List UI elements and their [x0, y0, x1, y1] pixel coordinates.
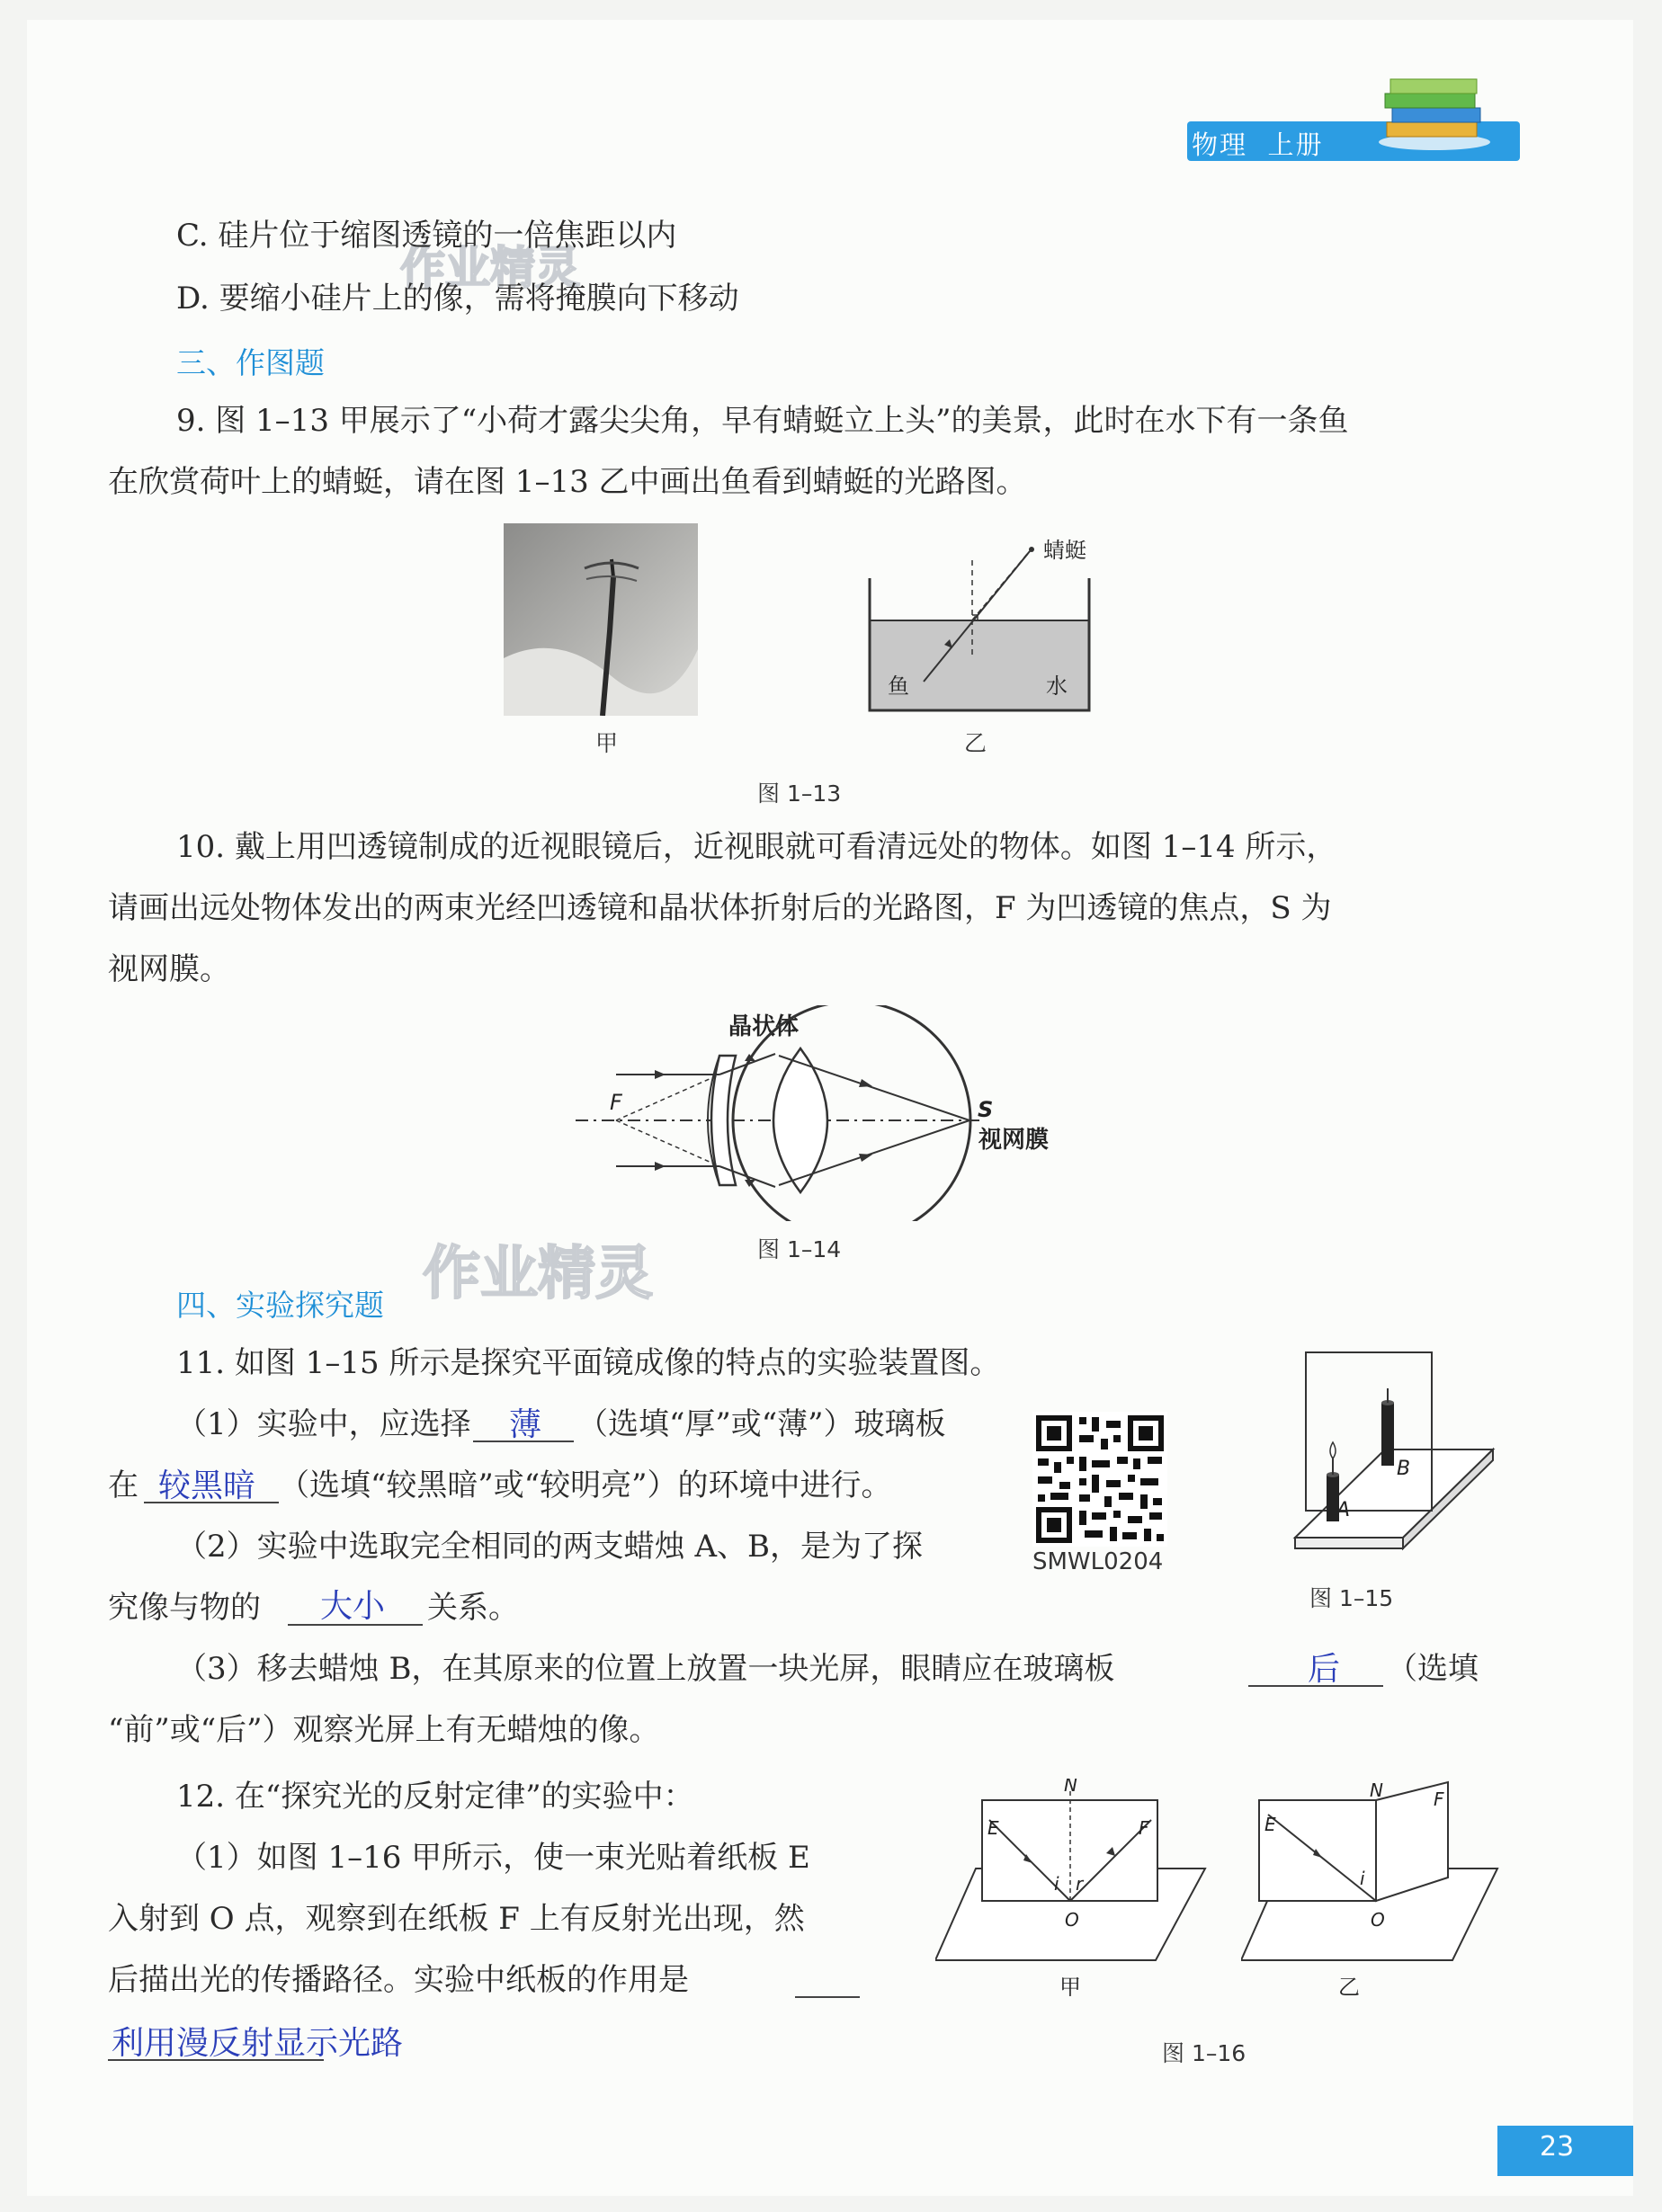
- fig16-E-label: E: [987, 1817, 999, 1839]
- question-10-line1: 10. 戴上用凹透镜制成的近视眼镜后，近视眼就可看清远处的物体。如图 1–14 所示，: [176, 829, 1337, 865]
- fig14-F-label: F: [610, 1090, 622, 1115]
- fig15-A-label: A: [1336, 1499, 1351, 1521]
- fig13-caption: 图 1–13: [757, 780, 842, 807]
- question-10-line3: 视网膜。: [108, 951, 230, 987]
- fig16b-N-label: N: [1370, 1779, 1383, 1801]
- fig16-reflection-jia: [935, 1779, 1214, 1996]
- question-9-line2: 在欣赏荷叶上的蜻蜓，请在图 1–13 乙中画出鱼看到蜻蜓的光路图。: [108, 464, 1027, 500]
- page-number: 23: [1540, 2131, 1575, 2163]
- fig14-lens-label: 晶状体: [728, 1013, 800, 1040]
- fig16b-E-label: E: [1264, 1814, 1276, 1835]
- question-9-line1: 9. 图 1–13 甲展示了“小荷才露尖尖角，早有蜻蜓立上头”的美景，此时在水下有一条鱼: [176, 403, 1349, 439]
- fig13-water-label: 水: [1046, 673, 1068, 699]
- fig15-caption: 图 1–15: [1309, 1585, 1394, 1611]
- answer-4: 后: [1308, 1651, 1341, 1688]
- question-10-line2: 请画出远处物体发出的两束光经凹透镜和晶状体折射后的光路图，F 为凹透镜的焦点，S 为: [108, 890, 1332, 926]
- header-title: 物理 上册: [1192, 129, 1324, 160]
- answer-5: 利用漫反射显示光路: [112, 2025, 404, 2062]
- answer-3: 大小: [320, 1588, 386, 1625]
- question-11-2b: 究像与物的: [108, 1590, 261, 1626]
- fig16-i-label: i: [1054, 1873, 1059, 1895]
- section-heading-3: 三、作图题: [176, 345, 325, 380]
- fig13-label-jia: 甲: [595, 730, 619, 756]
- fig16b-F-label: F: [1434, 1788, 1444, 1810]
- question-11-1a: （1）实验中，应选择: [176, 1406, 471, 1442]
- question-11: 11. 如图 1–15 所示是探究平面镜成像的特点的实验装置图。: [176, 1345, 1001, 1381]
- question-11-3b: （选填: [1387, 1651, 1479, 1687]
- question-11-3a: （3）移去蜡烛 B，在其原来的位置上放置一块光屏，眼睛应在玻璃板: [176, 1651, 1115, 1687]
- fig13-label-yi: 乙: [964, 730, 987, 756]
- question-12-1a: （1）如图 1–16 甲所示，使一束光贴着纸板 E: [176, 1840, 810, 1876]
- books-icon: [1376, 70, 1493, 151]
- question-11-2a: （2）实验中选取完全相同的两支蜡烛 A、B，是为了探: [176, 1529, 923, 1565]
- answer-1: 薄: [509, 1406, 542, 1443]
- question-11-1b: （选填“厚”或“薄”）玻璃板: [577, 1406, 946, 1442]
- watermark: 作业精灵: [423, 1241, 653, 1307]
- fig14-caption: 图 1–14: [757, 1236, 842, 1262]
- fig13-fish-label: 鱼: [888, 673, 909, 699]
- qr-code-label: SMWL0204: [1032, 1548, 1164, 1575]
- watermark: 作业精灵: [400, 242, 580, 294]
- question-12: 12. 在“探究光的反射定律”的实验中：: [176, 1779, 694, 1815]
- fig16-F-label: F: [1139, 1817, 1149, 1839]
- fig16-r-label: r: [1076, 1873, 1084, 1895]
- option-c: C. 硅片位于缩图透镜的一倍焦距以内: [176, 218, 677, 254]
- answer-blank-5a[interactable]: [795, 1996, 860, 1998]
- fig16-O-label: O: [1065, 1909, 1079, 1931]
- question-12-1c: 后描出光的传播路径。实验中纸板的作用是: [108, 1962, 689, 1998]
- question-11-1c: 在: [108, 1467, 138, 1503]
- qr-code-icon[interactable]: [1032, 1412, 1167, 1547]
- fig13-dragonfly-label: 蜻蜓: [1043, 538, 1086, 563]
- fig16-reflection-yi: [1241, 1779, 1502, 1996]
- fig13-diagram: [859, 538, 1129, 718]
- option-d: D. 要缩小硅片上的像，需将掩膜向下移动: [176, 281, 739, 317]
- fig16-yi-label: 乙: [1338, 1975, 1360, 1996]
- fig14-retina-label: 视网膜: [978, 1127, 1050, 1154]
- fig15-B-label: B: [1397, 1458, 1411, 1480]
- fig16b-i-label: i: [1360, 1868, 1365, 1889]
- fig16-N-label: N: [1064, 1779, 1077, 1796]
- fig15-mirror-apparatus: [1241, 1349, 1502, 1561]
- question-12-1b: 入射到 O 点，观察到在纸板 F 上有反射光出现，然: [108, 1901, 805, 1937]
- fig14-S-label: S: [978, 1097, 994, 1122]
- fig16b-O-label: O: [1371, 1909, 1385, 1931]
- answer-2: 较黑暗: [158, 1467, 256, 1504]
- question-11-1d: （选填“较黑暗”或“较明亮”）的环境中进行。: [279, 1467, 892, 1503]
- question-11-2c: 关系。: [427, 1590, 519, 1626]
- fig14-eye-diagram: [576, 1005, 1079, 1221]
- dragonfly-photo: [504, 523, 698, 716]
- fig16-caption: 图 1–16: [1162, 2040, 1246, 2066]
- fig16-jia-label: 甲: [1059, 1975, 1081, 1996]
- section-heading-4: 四、实验探究题: [176, 1288, 384, 1323]
- question-11-3c: “前”或“后”）观察光屏上有无蜡烛的像。: [108, 1712, 660, 1748]
